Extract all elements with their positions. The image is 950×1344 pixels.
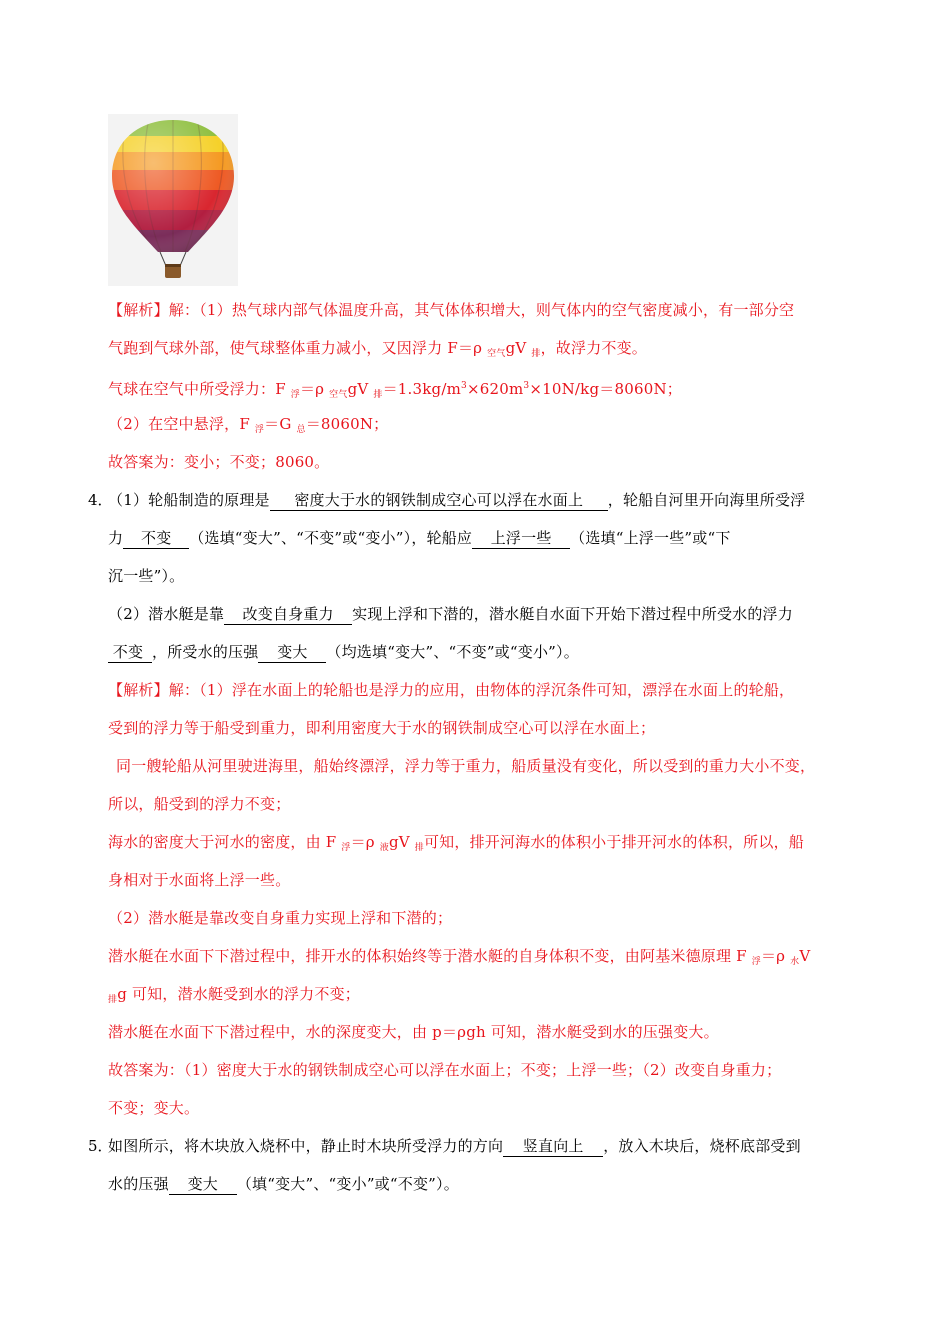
- analysis-line: 气球在空气中所受浮力：F $_浮$＝ρ $_{空气}$gV $_排=1.3kg/m^3\times 620m^3\times 10N/kg=8060N$；: [108, 380, 682, 400]
- answer-blank: 不变: [108, 643, 152, 663]
- question-line: （1）轮船制造的原理是 密度大于水的钢铁制成空心可以浮在水面上 ，轮船自河里开向海里所受浮: [108, 491, 806, 509]
- question-line: 不变 ，所受水的压强 变大 （均选填“变大”、“不变”或“变小”）。: [108, 642, 579, 663]
- answer-blank: 变大: [258, 643, 326, 663]
- analysis-line: 潜水艇在水面下下潜过程中，水的深度变大，由 p＝ρgh 可知，潜水艇受到水的压强变大。: [108, 1023, 719, 1041]
- analysis-line: 所以，船受到的浮力不变；: [108, 795, 291, 813]
- analysis-line: （2）潜水艇是靠改变自身重力实现上浮和下潜的；: [108, 909, 453, 927]
- analysis-line: 身相对于水面将上浮一些。: [108, 871, 291, 889]
- analysis-line: 气跑到气球外部，使气球整体重力减小，又因浮力 F＝ρ $_{空气}$gV $_排$，故浮力不变。: [108, 339, 647, 359]
- answer-blank: 变大: [169, 1175, 237, 1195]
- answer-line: 故答案为：（1）密度大于水的钢铁制成空心可以浮在水面上；不变；上浮一些；（2）改变自身重力；: [108, 1061, 782, 1079]
- question-line: 水的压强 变大 （填“变大”、“变小”或“不变”）。: [108, 1175, 459, 1193]
- question-line: 沉一些”）。: [108, 567, 185, 585]
- analysis-line: 【解析】解：（1）热气球内部气体温度升高，其气体体积增大，则气体内的空气密度减小，有一部分空: [108, 301, 795, 319]
- answer-blank: 密度大于水的钢铁制成空心可以浮在水面上: [270, 491, 608, 511]
- analysis-line: （2）在空中悬浮，F $_浮$＝G $_总$＝8060N；: [108, 415, 389, 435]
- analysis-line: 同一艘轮船从河里驶进海里，船始终漂浮，浮力等于重力，船质量没有变化，所以受到的重力大小不变，: [116, 757, 816, 775]
- answer-blank: 不变: [123, 529, 189, 549]
- analysis-line: 海水的密度大于河水的密度，由 F $_浮$＝ρ $_液$gV $_排$可知，排开河海水的体积小于排开河水的体积，所以，船: [108, 833, 804, 853]
- question-line: （2）潜水艇是靠 改变自身重力 实现上浮和下潜的，潜水艇自水面下开始下潜过程中所受水的浮力: [108, 605, 793, 623]
- answer-blank: 上浮一些: [472, 529, 570, 549]
- answer-line: 故答案为：变小；不变；8060。: [108, 453, 330, 471]
- analysis-line: 【解析】解：（1）浮在水面上的轮船也是浮力的应用，由物体的浮沉条件可知，漂浮在水面上的轮船，: [108, 681, 795, 699]
- question-line: 如图所示，将木块放入烧杯中，静止时木块所受浮力的方向 竖直向上 ，放入木块后，烧杯底部受到: [108, 1137, 801, 1155]
- answer-line: 不变；变大。: [108, 1099, 200, 1117]
- hot-air-balloon-image: [108, 114, 238, 286]
- analysis-line: 受到的浮力等于船受到重力，即利用密度大于水的钢铁制成空心可以浮在水面上；: [108, 719, 656, 737]
- analysis-line: $_排$g 可知，潜水艇受到水的浮力不变；: [108, 985, 360, 1005]
- question-line: 力 不变 （选填“变大”、“不变”或“变小”），轮船应 上浮一些 （选填“上浮一些”或“下: [108, 529, 731, 547]
- question-number: 4．: [88, 491, 113, 509]
- analysis-line: 潜水艇在水面下下潜过程中，排开水的体积始终等于潜水艇的自身体积不变，由阿基米德原理 F $_浮$＝ρ $_水$V: [108, 947, 811, 967]
- question-number: 5．: [88, 1137, 113, 1155]
- answer-blank: 改变自身重力: [224, 605, 352, 625]
- answer-blank: 竖直向上: [503, 1137, 603, 1157]
